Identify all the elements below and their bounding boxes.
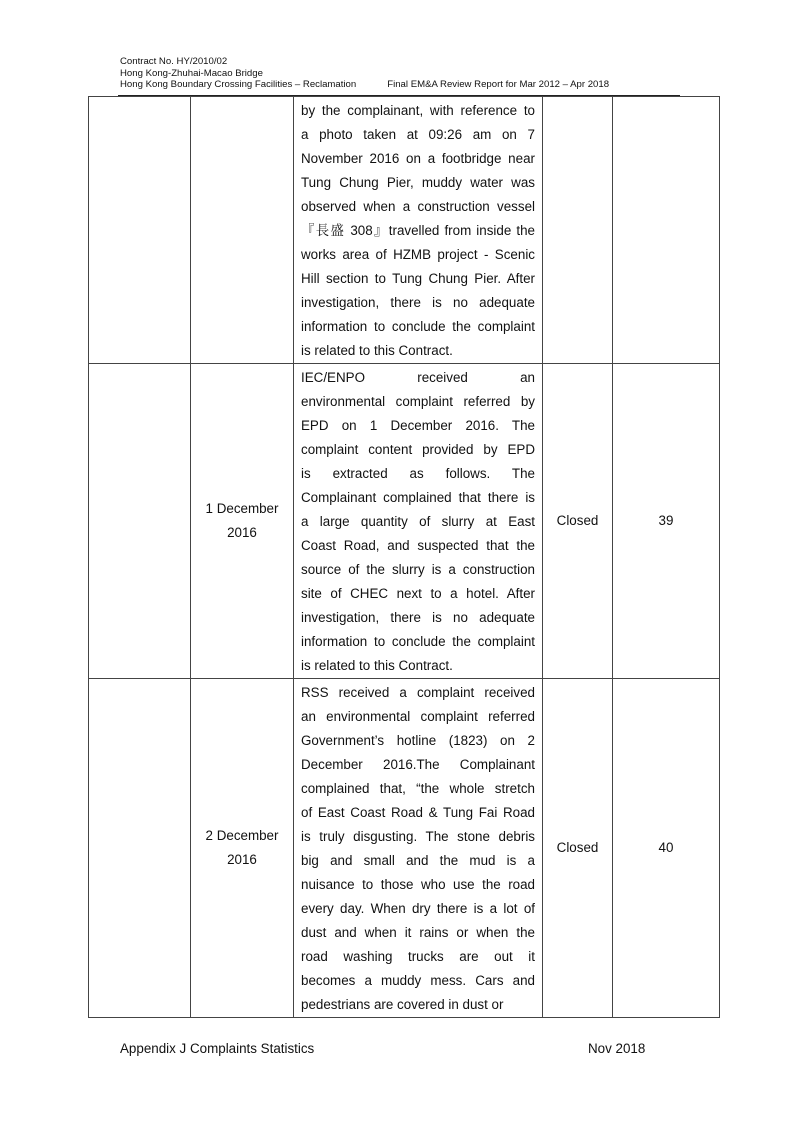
description-line: is related to this Contract.: [301, 658, 453, 673]
description-line: is extracted as follows. The: [301, 466, 535, 481]
description-line: big and small and the mud is a: [301, 853, 535, 868]
description-line: complaint content provided by EPD: [301, 442, 535, 457]
description-line: every day. When dry there is a lot of: [301, 901, 535, 916]
description-line: environmental complaint referred by: [301, 394, 535, 409]
description-line: Tung Chung Pier, muddy water was: [301, 175, 535, 190]
description-line: nuisance to those who use the road: [301, 877, 535, 892]
cell-status: Closed: [543, 364, 613, 679]
description-line: Complainant complained that there is: [301, 490, 535, 505]
description-line: site of CHEC next to a hotel. After: [301, 586, 535, 601]
description-line: November 2016 on a footbridge near: [301, 151, 535, 166]
cell-date: [191, 679, 294, 1018]
cell-description: [294, 679, 543, 1018]
project-name: Hong Kong-Zhuhai-Macao Bridge: [120, 67, 263, 79]
date-line: 2016: [227, 852, 257, 867]
description-line: dust and when it rains or when the: [301, 925, 535, 940]
description-line: information to conclude the complaint: [301, 634, 535, 649]
description-line: by the complainant, with reference to: [301, 103, 535, 118]
cell-date: [191, 97, 294, 364]
description-line: investigation, there is no adequate: [301, 610, 535, 625]
description-line: a photo taken at 09:26 am on 7: [301, 127, 535, 142]
description-line: becomes a muddy mess. Cars and: [301, 973, 535, 988]
description-line: 『長盛 308』travelled from inside the: [301, 223, 535, 238]
description-line: information to conclude the complaint: [301, 319, 535, 334]
cell-blank: [89, 97, 191, 364]
table-row: [89, 679, 720, 1018]
cell-description: [294, 97, 543, 364]
description-line: a large quantity of slurry at East: [301, 514, 535, 529]
cell-blank: [89, 679, 191, 1018]
description-line: complained that, “the whole stretch: [301, 781, 535, 796]
description-line: Government’s hotline (1823) on 2: [301, 733, 535, 748]
cell-reference-number: [613, 97, 720, 364]
description-line: investigation, there is no adequate: [301, 295, 535, 310]
cell-reference-number: 39: [613, 364, 720, 679]
table-row: [89, 97, 720, 364]
page-header: [120, 56, 680, 91]
date-line: 2016: [227, 525, 257, 540]
description-line: of East Coast Road & Tung Fai Road: [301, 805, 535, 820]
description-line: pedestrians are covered in dust or: [301, 997, 504, 1012]
cell-blank: [89, 364, 191, 679]
description-line: is related to this Contract.: [301, 343, 453, 358]
description-line: Hill section to Tung Chung Pier. After: [301, 271, 535, 286]
facility-name: Hong Kong Boundary Crossing Facilities – Reclamation: [120, 79, 357, 90]
contract-number: Contract No. HY/2010/02: [120, 56, 228, 67]
description-line: road washing trucks are out it: [301, 949, 535, 964]
complaints-table: [88, 96, 720, 1018]
report-title: Final EM&A Review Report for Mar 2012 – Apr 2018: [387, 79, 610, 90]
cell-status: [543, 97, 613, 364]
cell-date: [191, 364, 294, 679]
date-line: 2 December: [205, 828, 279, 843]
footer-appendix: Appendix J Complaints Statistics: [120, 1041, 315, 1056]
complaints-table-body: [89, 97, 720, 1018]
description-line: an environmental complaint referred: [301, 709, 535, 724]
description-line: EPD on 1 December 2016. The: [301, 418, 535, 433]
description-line: observed when a construction vessel: [301, 199, 535, 214]
description-line: Coast Road, and suspected that the: [301, 538, 535, 553]
cell-reference-number: 40: [613, 679, 720, 1018]
description-line: IEC/ENPO received an: [301, 370, 535, 385]
date-line: 1 December: [205, 501, 279, 516]
cell-description: [294, 364, 543, 679]
description-line: December 2016.The Complainant: [301, 757, 535, 772]
description-line: RSS received a complaint received: [301, 685, 535, 700]
description-line: is truly disgusting. The stone debris: [301, 829, 535, 844]
cell-status: Closed: [543, 679, 613, 1018]
footer-date: Nov 2018: [588, 1041, 646, 1056]
description-line: works area of HZMB project - Scenic: [301, 247, 535, 262]
description-line: source of the slurry is a construction: [301, 562, 535, 577]
table-row: [89, 364, 720, 679]
